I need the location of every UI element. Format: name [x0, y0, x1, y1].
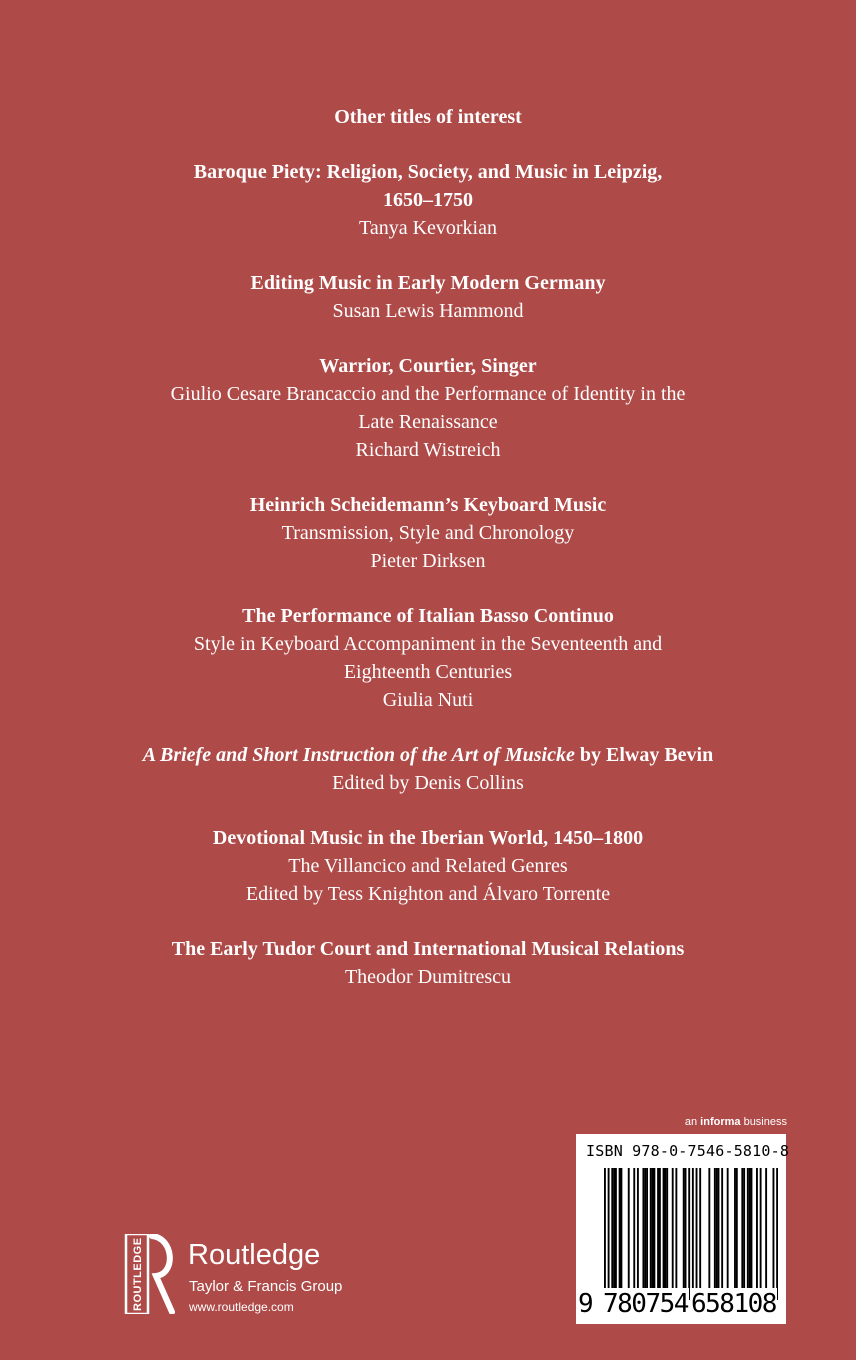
barcode-bar — [683, 1168, 685, 1288]
barcode-bar — [699, 1168, 701, 1288]
book-title: Warrior, Courtier, Singer — [319, 355, 537, 377]
informa-brand: informa — [700, 1116, 741, 1128]
book-subtitle: Giulio Cesare Brancaccio and the Performance of Identity in the Late Renaissance — [170, 383, 686, 433]
barcode-bar — [692, 1168, 694, 1300]
barcode-digits — [576, 1288, 786, 1322]
barcode-bar — [664, 1168, 666, 1288]
barcode-bar — [637, 1168, 639, 1288]
book-author: Pieter Dirksen — [370, 550, 486, 572]
book-editor: Edited by Denis Collins — [332, 772, 524, 794]
barcode-bar — [663, 1168, 665, 1288]
barcode-digits-left: 780754 — [603, 1289, 688, 1319]
book-title: Editing Music in Early Modern Germany — [250, 272, 606, 294]
isbn-label: ISBN 978-0-7546-5810-8 — [586, 1142, 790, 1160]
book-entry — [0, 741, 856, 797]
publisher-logo — [122, 1230, 362, 1320]
barcode-bar — [633, 1168, 635, 1288]
barcode-bar — [756, 1168, 758, 1288]
barcode-bar — [685, 1168, 687, 1288]
barcode-bar — [628, 1168, 630, 1288]
barcode-bar — [747, 1168, 749, 1288]
barcode-bar — [734, 1168, 736, 1288]
barcode-bar — [727, 1168, 729, 1288]
book-entry — [0, 158, 856, 242]
barcode-bar — [749, 1168, 751, 1288]
book-entry — [0, 824, 856, 908]
publisher-group: Taylor & Francis Group — [189, 1278, 343, 1295]
book-title — [68, 741, 788, 769]
book-author: Tanya Kevorkian — [359, 217, 497, 239]
barcode-bar — [646, 1168, 648, 1288]
book-entry — [0, 269, 856, 325]
barcode-bar — [765, 1168, 767, 1288]
barcode-bar — [718, 1168, 720, 1288]
barcode-bar — [714, 1168, 716, 1288]
barcode-bar — [736, 1168, 738, 1288]
book-title: Baroque Piety: Religion, Society, and Music in Leipzig, 1650–1750 — [193, 161, 663, 211]
book-title: The Early Tudor Court and International Musical Relations — [171, 938, 685, 960]
routledge-mark-icon — [122, 1234, 178, 1314]
book-title: Devotional Music in the Iberian World, 1450–1800 — [212, 827, 644, 849]
book-editor: Edited by Tess Knighton and Álvaro Torrente — [245, 883, 611, 905]
barcode-bar — [721, 1168, 723, 1288]
book-author: Theodor Dumitrescu — [344, 966, 512, 988]
listing-heading: Other titles of interest — [334, 106, 522, 128]
book-entry — [0, 935, 856, 991]
barcode-digits-right: 658108 — [691, 1289, 776, 1319]
book-title-byline: by Elway Bevin — [574, 744, 714, 766]
informa-business-label — [677, 1115, 787, 1129]
publisher-mark-text: ROUTLEDGE — [132, 1237, 144, 1311]
barcode-bar — [708, 1168, 710, 1288]
isbn-barcode — [576, 1134, 790, 1324]
barcode-bar — [672, 1168, 674, 1288]
barcode-bar — [652, 1168, 654, 1288]
barcode-bar — [659, 1168, 661, 1288]
book-title-italic: A Briefe and Short Instruction of the Art of Musicke — [142, 744, 575, 766]
barcode-bar — [608, 1168, 610, 1300]
book-title: The Performance of Italian Basso Continuo — [242, 605, 614, 627]
informa-suffix: business — [740, 1116, 787, 1128]
barcode-bar — [604, 1168, 606, 1300]
barcode-bars — [586, 1168, 778, 1300]
barcode-bar — [716, 1168, 718, 1288]
book-entry — [0, 352, 856, 464]
barcode-bar — [644, 1168, 646, 1288]
barcode-bar — [751, 1168, 753, 1288]
barcode-bar — [642, 1168, 644, 1288]
barcode-bar — [611, 1168, 613, 1288]
barcode-bar — [613, 1168, 615, 1288]
book-subtitle: Style in Keyboard Accompaniment in the Seventeenth and Eighteenth Centuries — [193, 633, 663, 683]
book-author: Susan Lewis Hammond — [332, 300, 524, 322]
publisher-name: Routledge — [188, 1239, 321, 1271]
book-title: Heinrich Scheidemann’s Keyboard Music — [249, 494, 607, 516]
book-subtitle: Transmission, Style and Chronology — [281, 522, 575, 544]
titles-listing — [0, 103, 856, 991]
informa-prefix: an — [684, 1116, 701, 1128]
barcode-digit-lead: 9 — [578, 1289, 594, 1319]
book-author: Giulia Nuti — [382, 689, 474, 711]
barcode-bar — [776, 1168, 778, 1300]
barcode-bar — [741, 1168, 743, 1288]
barcode-bar — [657, 1168, 659, 1288]
barcode-bar — [619, 1168, 621, 1288]
barcode-bar — [653, 1168, 655, 1288]
book-entry — [0, 491, 856, 575]
barcode-bar — [743, 1168, 745, 1288]
barcode-bar — [615, 1168, 617, 1288]
barcode-bar — [650, 1168, 652, 1288]
barcode-bar — [688, 1168, 690, 1300]
barcode-bar — [760, 1168, 762, 1288]
barcode-bar — [696, 1168, 698, 1288]
publisher-url: www.routledge.com — [189, 1300, 294, 1314]
barcode-bar — [773, 1168, 775, 1300]
book-subtitle: The Villancico and Related Genres — [288, 855, 568, 877]
book-entry — [0, 602, 856, 714]
barcode-bar — [675, 1168, 677, 1288]
book-author: Richard Wistreich — [355, 439, 501, 461]
barcode-bar — [666, 1168, 668, 1288]
barcode-bar — [620, 1168, 622, 1288]
